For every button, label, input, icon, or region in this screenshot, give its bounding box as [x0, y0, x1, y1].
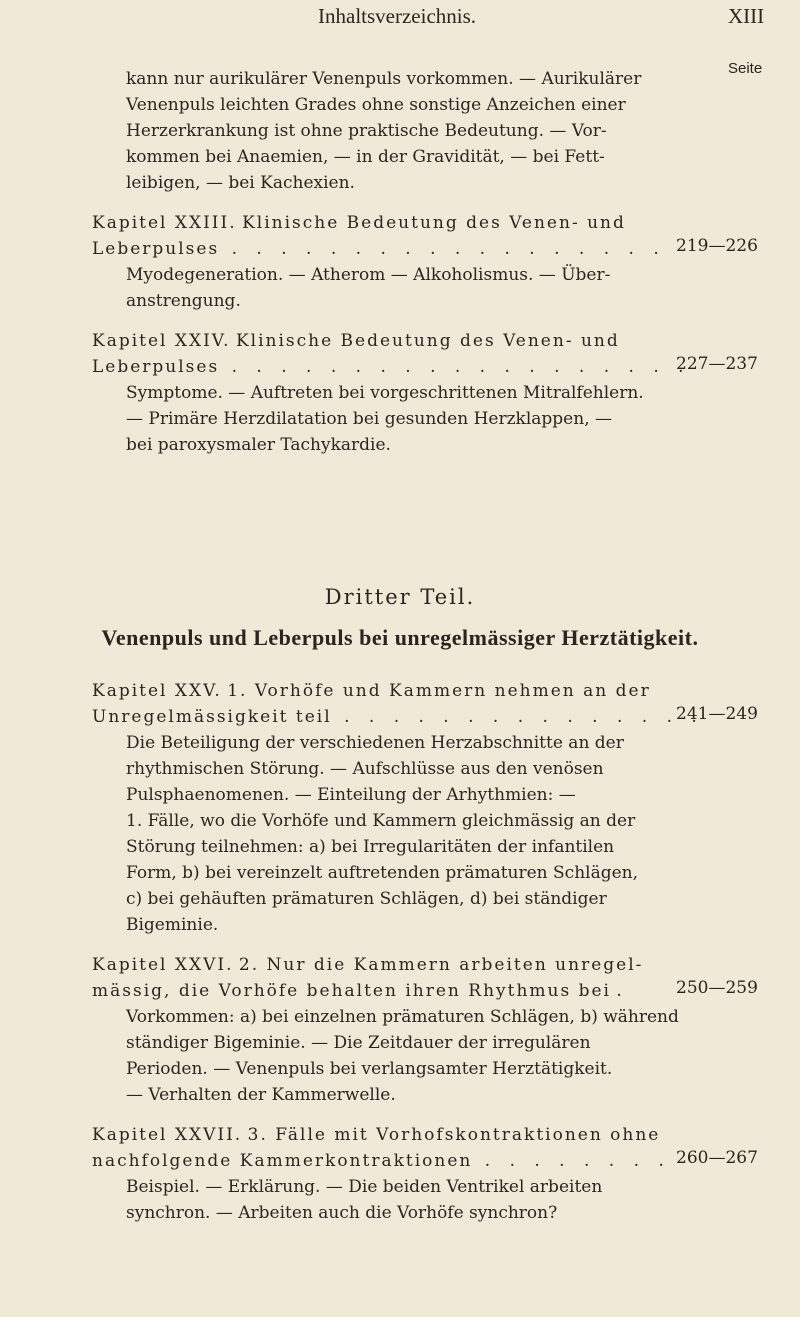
part-subtitle: Venenpuls und Leberpuls bei unregelmässiger Herztätigkeit.: [101, 625, 699, 650]
chapter-title-line: [92, 978, 622, 1004]
chapter-desc-line: Form, b) bei vereinzelt auftretenden prämaturen Schlägen,: [126, 863, 639, 883]
chapter-desc-line: anstrengung.: [126, 291, 241, 311]
chapter-desc-line: Perioden. — Venenpuls bei verlangsamter Herztätigkeit.: [126, 1059, 613, 1079]
page-number: XIII: [728, 4, 765, 28]
chapter-desc-line: Pulsphaenomenen. — Einteilung der Arhythmien: —: [126, 785, 576, 805]
chapter-desc-line: — Primäre Herzdilatation bei gesunden Herzklappen, —: [126, 409, 613, 429]
leader-dots: . . . . . . . . . . . . . . . . . .: [219, 239, 666, 259]
chapter-number: Kapitel XXIII.: [92, 213, 237, 233]
chapter-desc-line: Die Beteiligung der verschiedenen Herzabschnitte an der: [126, 733, 624, 753]
intro-line: Herzerkrankung ist ohne praktische Bedeutung. — Vor-: [126, 121, 607, 141]
page-column-label: Seite: [728, 60, 763, 77]
leader-dots: . . . . . . . .: [472, 1151, 671, 1171]
chapter-title: nachfolgende Kammerkontraktionen: [92, 1151, 473, 1171]
intro-line: kommen bei Anaemien, — in der Gravidität, — bei Fett-: [126, 147, 605, 167]
chapter-desc-line: Symptome. — Auftreten bei vorgeschrittenen Mitralfehlern.: [126, 383, 644, 403]
intro-line: Venenpuls leichten Grades ohne sonstige Anzeichen einer: [126, 95, 626, 115]
chapter-title-line: [92, 704, 704, 730]
chapter-desc-line: synchron. — Arbeiten auch die Vorhöfe synchron?: [126, 1203, 558, 1223]
chapter-number: Kapitel XXVI.: [92, 955, 234, 975]
chapter-desc-line: Vorkommen: a) bei einzelnen prämaturen Schlägen, b) während: [126, 1007, 679, 1027]
chapter-title-line: [92, 1148, 671, 1174]
chapter-pages: 260—267: [676, 1148, 758, 1168]
chapter-title: 2. Nur die Kammern arbeiten unregel-: [238, 955, 644, 975]
chapter-number: Kapitel XXV.: [92, 681, 222, 701]
chapter-title: Klinische Bedeutung des Venen- und: [242, 213, 626, 233]
chapter-desc-line: Bigeminie.: [126, 915, 219, 935]
chapter-desc-line: Myodegeneration. — Atherom — Alkoholismus. — Über-: [126, 265, 611, 285]
chapter-number: Kapitel XXVII.: [92, 1125, 243, 1145]
chapter-title: 3. Fälle mit Vorhofskontraktionen ohne: [247, 1125, 661, 1145]
chapter-desc-line: — Verhalten der Kammerwelle.: [126, 1085, 396, 1105]
chapter-desc-line: rhythmischen Störung. — Aufschlüsse aus den venösen: [126, 759, 604, 779]
chapter-heading: [92, 678, 651, 704]
chapter-title-line: [92, 354, 691, 380]
leader-dots: .: [610, 981, 622, 1001]
chapter-title: Unregelmässigkeit teil: [92, 707, 332, 727]
chapter-pages: 250—259: [676, 978, 758, 998]
chapter-title: Leberpulses: [92, 357, 220, 377]
chapter-title: Leberpulses: [92, 239, 220, 259]
chapter-desc-line: c) bei gehäuften prämaturen Schlägen, d) bei ständiger: [126, 889, 607, 909]
leader-dots: . . . . . . . . . . . . . . .: [331, 707, 704, 727]
chapter-heading: [92, 952, 643, 978]
chapter-title: Klinische Bedeutung des Venen- und: [235, 331, 620, 351]
chapter-title-line: [92, 236, 666, 262]
intro-line: leibigen, — bei Kachexien.: [126, 173, 355, 193]
chapter-desc-line: bei paroxysmaler Tachykardie.: [126, 435, 391, 455]
chapter-number: Kapitel XXIV.: [92, 331, 231, 351]
chapter-heading: [92, 210, 626, 236]
intro-line: kann nur aurikulärer Venenpuls vorkommen. — Aurikulärer: [126, 69, 642, 89]
chapter-desc-line: Störung teilnehmen: a) bei Irregularitäten der infantilen: [126, 837, 615, 857]
chapter-desc-line: 1. Fälle, wo die Vorhöfe und Kammern gleichmässig an der: [126, 811, 636, 831]
running-header-title: Inhaltsverzeichnis.: [318, 4, 477, 28]
chapter-desc-line: Beispiel. — Erklärung. — Die beiden Ventrikel arbeiten: [126, 1177, 603, 1197]
part-title: Dritter Teil.: [324, 585, 476, 609]
chapter-heading: [92, 328, 620, 354]
chapter-title: 1. Vorhöfe und Kammern nehmen an der: [227, 681, 651, 701]
chapter-pages: 241—249: [676, 704, 758, 724]
chapter-pages: 227—237: [676, 354, 758, 374]
chapter-title: mässig, die Vorhöfe behalten ihren Rhythmus bei: [92, 981, 611, 1001]
chapter-pages: 219—226: [676, 236, 758, 256]
chapter-heading: [92, 1122, 660, 1148]
leader-dots: . . . . . . . . . . . . . . . . . . .: [219, 357, 691, 377]
chapter-desc-line: ständiger Bigeminie. — Die Zeitdauer der irregulären: [126, 1033, 591, 1053]
